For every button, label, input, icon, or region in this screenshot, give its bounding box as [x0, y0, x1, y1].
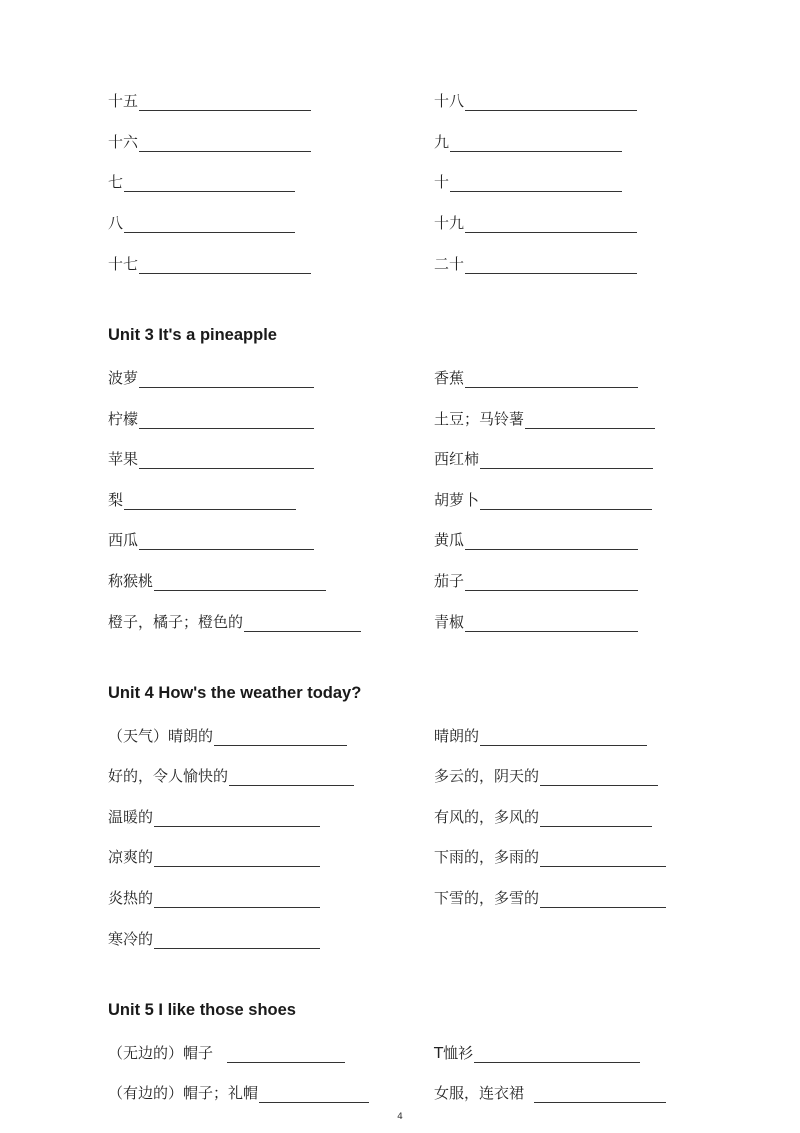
- fill-item: [434, 847, 666, 867]
- fill-item: [434, 132, 622, 152]
- item-label: 有风的，多风的: [434, 808, 540, 826]
- item-label: T恤衫: [434, 1044, 474, 1062]
- fill-item: [434, 612, 638, 632]
- fill-item: [108, 571, 326, 591]
- answer-blank[interactable]: [480, 491, 652, 510]
- fill-item: [434, 766, 658, 786]
- item-label: 称猴桃: [108, 572, 154, 590]
- answer-blank[interactable]: [534, 1084, 666, 1103]
- fill-item: [434, 571, 638, 591]
- fill-item: [434, 213, 637, 233]
- answer-blank[interactable]: [154, 889, 320, 908]
- fill-item: [108, 888, 320, 908]
- item-label: 橙子，橘子；橙色的: [108, 613, 244, 631]
- fill-item: [108, 172, 295, 192]
- item-label: 凉爽的: [108, 848, 154, 866]
- item-label: 苹果: [108, 450, 139, 468]
- answer-blank[interactable]: [139, 92, 311, 111]
- item-label: （无边的）帽子: [108, 1044, 214, 1062]
- item-label: 九: [434, 133, 450, 151]
- fill-item: [108, 612, 361, 632]
- item-label: 下雨的，多雨的: [434, 848, 540, 866]
- fill-item: [108, 213, 295, 233]
- item-label: 十七: [108, 255, 139, 273]
- answer-blank[interactable]: [540, 889, 666, 908]
- fill-item: [108, 530, 314, 550]
- fill-item: [434, 449, 653, 469]
- item-label: 柠檬: [108, 410, 139, 428]
- fill-item: [108, 807, 320, 827]
- answer-blank[interactable]: [480, 727, 647, 746]
- fill-item: [434, 368, 638, 388]
- fill-item: [434, 91, 637, 111]
- fill-item: [108, 726, 347, 746]
- item-label: （有边的）帽子；礼帽: [108, 1084, 259, 1102]
- unit-3-heading: Unit 3 It's a pineapple: [108, 326, 277, 344]
- item-label: 胡萝卜: [434, 491, 480, 509]
- item-label: 梨: [108, 491, 124, 509]
- item-label: 八: [108, 214, 124, 232]
- answer-blank[interactable]: [465, 531, 638, 550]
- unit-4-heading: Unit 4 How's the weather today?: [108, 684, 362, 702]
- answer-blank[interactable]: [154, 572, 326, 591]
- answer-blank[interactable]: [474, 1044, 640, 1063]
- answer-blank[interactable]: [465, 255, 637, 274]
- fill-item: [108, 929, 320, 949]
- item-label: 黄瓜: [434, 531, 465, 549]
- item-label: 青椒: [434, 613, 465, 631]
- fill-item: [108, 490, 296, 510]
- fill-item: [108, 766, 354, 786]
- fill-item: [434, 888, 666, 908]
- fill-item: [434, 172, 622, 192]
- item-label: 茄子: [434, 572, 465, 590]
- item-label: 十八: [434, 92, 465, 110]
- answer-blank[interactable]: [139, 410, 314, 429]
- answer-blank[interactable]: [540, 808, 652, 827]
- answer-blank[interactable]: [227, 1044, 345, 1063]
- item-label: 多云的，阴天的: [434, 767, 540, 785]
- answer-blank[interactable]: [229, 767, 354, 786]
- fill-item: [108, 1043, 345, 1063]
- item-label: 十九: [434, 214, 465, 232]
- answer-blank[interactable]: [465, 214, 637, 233]
- item-label: 好的，令人愉快的: [108, 767, 229, 785]
- fill-item: [434, 490, 652, 510]
- unit-5-heading: Unit 5 I like those shoes: [108, 1001, 296, 1019]
- answer-blank[interactable]: [154, 808, 320, 827]
- answer-blank[interactable]: [259, 1084, 369, 1103]
- fill-item: [108, 132, 311, 152]
- answer-blank[interactable]: [465, 613, 638, 632]
- item-label: 二十: [434, 255, 465, 273]
- answer-blank[interactable]: [525, 410, 655, 429]
- fill-item: [434, 409, 655, 429]
- item-label: （天气）晴朗的: [108, 727, 214, 745]
- fill-item: [108, 254, 311, 274]
- item-label: 炎热的: [108, 889, 154, 907]
- item-label: 女服，连衣裙: [434, 1084, 525, 1102]
- item-label: 寒冷的: [108, 930, 154, 948]
- answer-blank[interactable]: [450, 133, 622, 152]
- answer-blank[interactable]: [244, 613, 361, 632]
- fill-item: [434, 726, 647, 746]
- answer-blank[interactable]: [480, 450, 653, 469]
- answer-blank[interactable]: [139, 531, 314, 550]
- item-label: 香蕉: [434, 369, 465, 387]
- answer-blank[interactable]: [139, 133, 311, 152]
- fill-item: [108, 368, 314, 388]
- answer-blank[interactable]: [465, 369, 638, 388]
- fill-item: [108, 847, 320, 867]
- answer-blank[interactable]: [154, 848, 320, 867]
- item-label: 波萝: [108, 369, 139, 387]
- answer-blank[interactable]: [540, 767, 658, 786]
- fill-item: [108, 1083, 369, 1103]
- fill-item: [434, 530, 638, 550]
- answer-blank[interactable]: [154, 930, 320, 949]
- item-label: 十六: [108, 133, 139, 151]
- answer-blank[interactable]: [214, 727, 347, 746]
- item-label: 七: [108, 173, 124, 191]
- fill-item: [108, 409, 314, 429]
- answer-blank[interactable]: [139, 369, 314, 388]
- item-label: 土豆；马铃薯: [434, 410, 525, 428]
- answer-blank[interactable]: [465, 572, 638, 591]
- fill-item: [108, 91, 311, 111]
- fill-item: [434, 807, 652, 827]
- page-number: 4: [397, 1112, 403, 1122]
- answer-blank[interactable]: [465, 92, 637, 111]
- item-label: 十: [434, 173, 450, 191]
- item-label: 温暖的: [108, 808, 154, 826]
- answer-blank[interactable]: [124, 491, 296, 510]
- item-label: 西瓜: [108, 531, 139, 549]
- item-label: 晴朗的: [434, 727, 480, 745]
- item-label: 西红柿: [434, 450, 480, 468]
- fill-item: [108, 449, 314, 469]
- answer-blank[interactable]: [124, 173, 295, 192]
- answer-blank[interactable]: [139, 450, 314, 469]
- item-label: 下雪的，多雪的: [434, 889, 540, 907]
- answer-blank[interactable]: [124, 214, 295, 233]
- answer-blank[interactable]: [139, 255, 311, 274]
- answer-blank[interactable]: [540, 848, 666, 867]
- fill-item: [434, 1043, 640, 1063]
- answer-blank[interactable]: [450, 173, 622, 192]
- fill-item: [434, 1083, 666, 1103]
- item-label: 十五: [108, 92, 139, 110]
- fill-item: [434, 254, 637, 274]
